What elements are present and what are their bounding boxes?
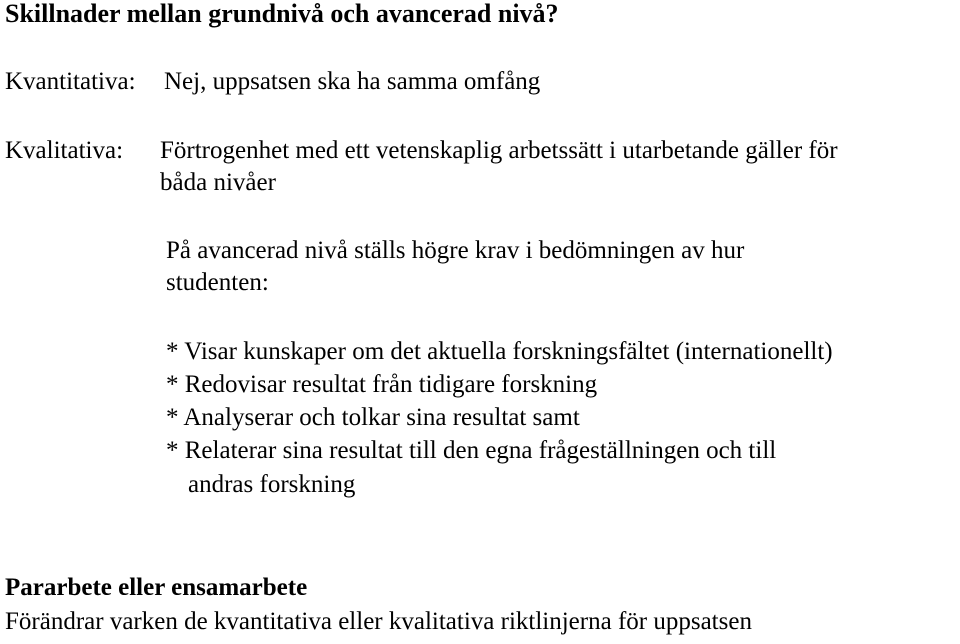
list-item: * Redovisar resultat från tidigare forskning [166,371,598,398]
quantitative-text: Nej, uppsatsen ska ha samma omfång [164,68,541,95]
list-item-continuation: andras forskning [188,471,356,498]
page-title: Skillnader mellan grundnivå och avancerad nivå? [5,0,559,28]
advanced-intro-line-2: studenten: [166,269,269,296]
list-item: * Relaterar sina resultat till den egna frågeställningen och till [166,437,777,464]
qualitative-text-line-2: båda nivåer [160,169,276,196]
qualitative-text-line-1: Förtrogenhet med ett vetenskaplig arbetssätt i utarbetande gäller för [160,137,838,164]
list-item: * Visar kunskaper om det aktuella forskningsfältet (internationellt) [166,338,833,365]
qualitative-label: Kvalitativa: [5,137,124,164]
list-item: * Analyserar och tolkar sina resultat samt [166,404,580,431]
quantitative-label: Kvantitativa: [5,68,136,95]
advanced-intro-line-1: På avancerad nivå ställs högre krav i bedömningen av hur [166,237,745,264]
section-text: Förändrar varken de kvantitativa eller kvalitativa riktlinjerna för uppsatsen [5,608,752,635]
section-heading: Pararbete eller ensamarbete [5,574,308,601]
